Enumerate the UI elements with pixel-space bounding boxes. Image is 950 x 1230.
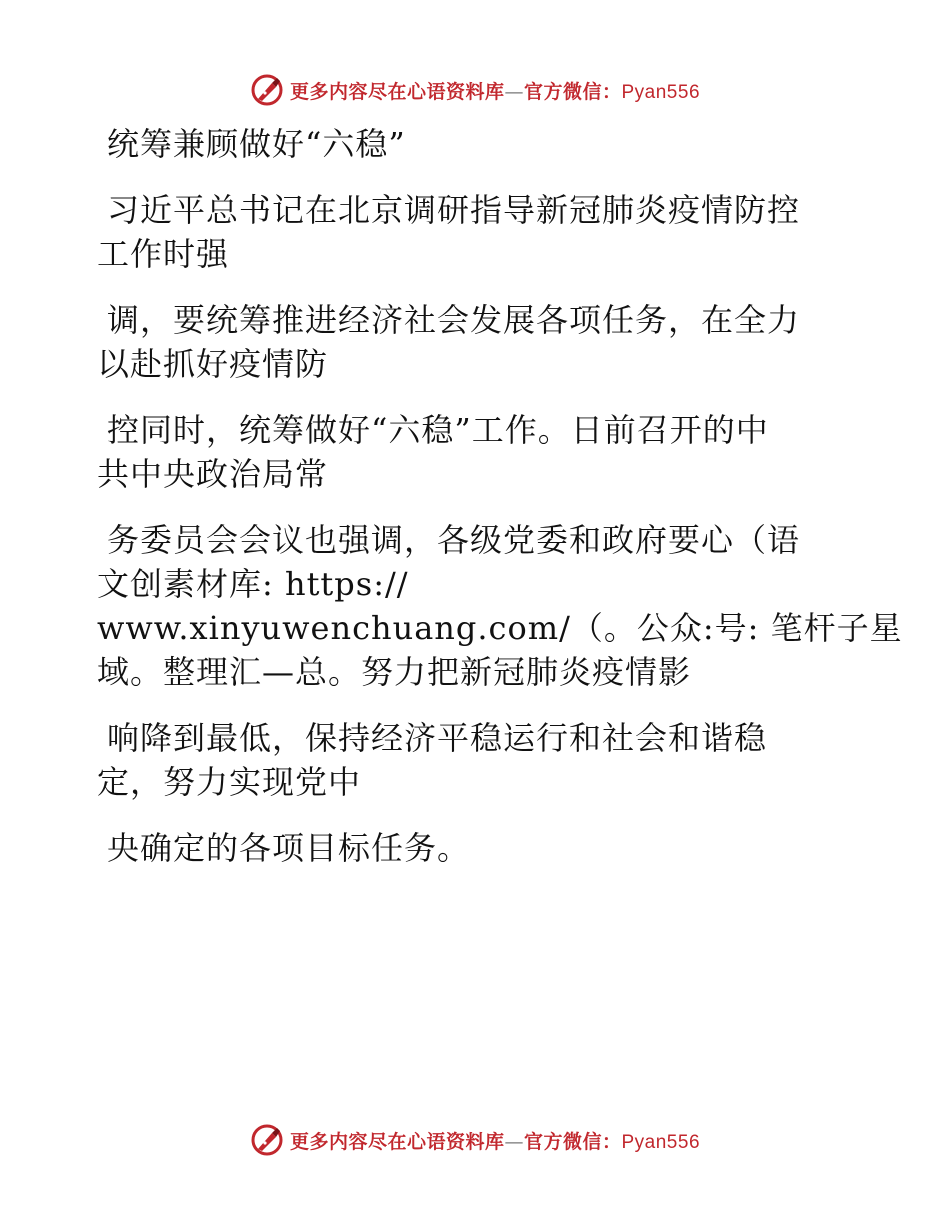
banner-separator: — <box>504 80 524 103</box>
paragraph-line: 文创素材库: https:// <box>97 565 409 603</box>
paragraph-line: 响降到最低，保持经济平稳运行和社会和谐稳 <box>107 719 768 757</box>
document-body <box>97 122 903 870</box>
banner-text <box>290 77 700 104</box>
banner-wechat-id: Pyan556 <box>621 1131 701 1153</box>
pen-nib-logo-icon <box>250 73 284 107</box>
paragraph-line: 控同时，统筹做好“六稳”工作。日前召开的中 <box>107 411 769 449</box>
paragraph-line: 域。整理汇—总。努力把新冠肺炎疫情影 <box>97 653 692 691</box>
pen-nib-logo-icon <box>250 1123 284 1157</box>
paragraph-line: 共中央政治局常 <box>97 455 329 493</box>
footer-banner <box>0 1120 950 1160</box>
banner-separator: — <box>504 1130 524 1153</box>
banner-wechat-label: 官方微信： <box>523 80 622 103</box>
banner-wechat-id: Pyan556 <box>621 81 701 103</box>
paragraph-line: 习近平总书记在北京调研指导新冠肺炎疫情防控 <box>107 191 801 229</box>
paragraph-line: 定，努力实现党中 <box>97 763 362 801</box>
banner-lead-text: 更多内容尽在心语资料库 <box>289 1130 505 1153</box>
paragraph-line: www.xinyuwenchuang.com/（。公众:号: 笔杆子星 <box>97 609 903 647</box>
paragraph-line: 以赴抓好疫情防 <box>97 345 329 383</box>
paragraph-line: 央确定的各项目标任务。 <box>107 829 471 867</box>
paragraph-line: 务委员会会议也强调，各级党委和政府要心（语 <box>107 521 801 559</box>
header-banner <box>0 70 950 110</box>
banner-lead-text: 更多内容尽在心语资料库 <box>289 80 505 103</box>
paragraph-line: 调，要统筹推进经济社会发展各项任务，在全力 <box>107 301 801 339</box>
document-title: 统筹兼顾做好“六稳” <box>107 125 406 163</box>
paragraph-line: 工作时强 <box>97 235 230 273</box>
banner-wechat-label: 官方微信： <box>523 1130 622 1153</box>
banner-text <box>290 1127 700 1154</box>
